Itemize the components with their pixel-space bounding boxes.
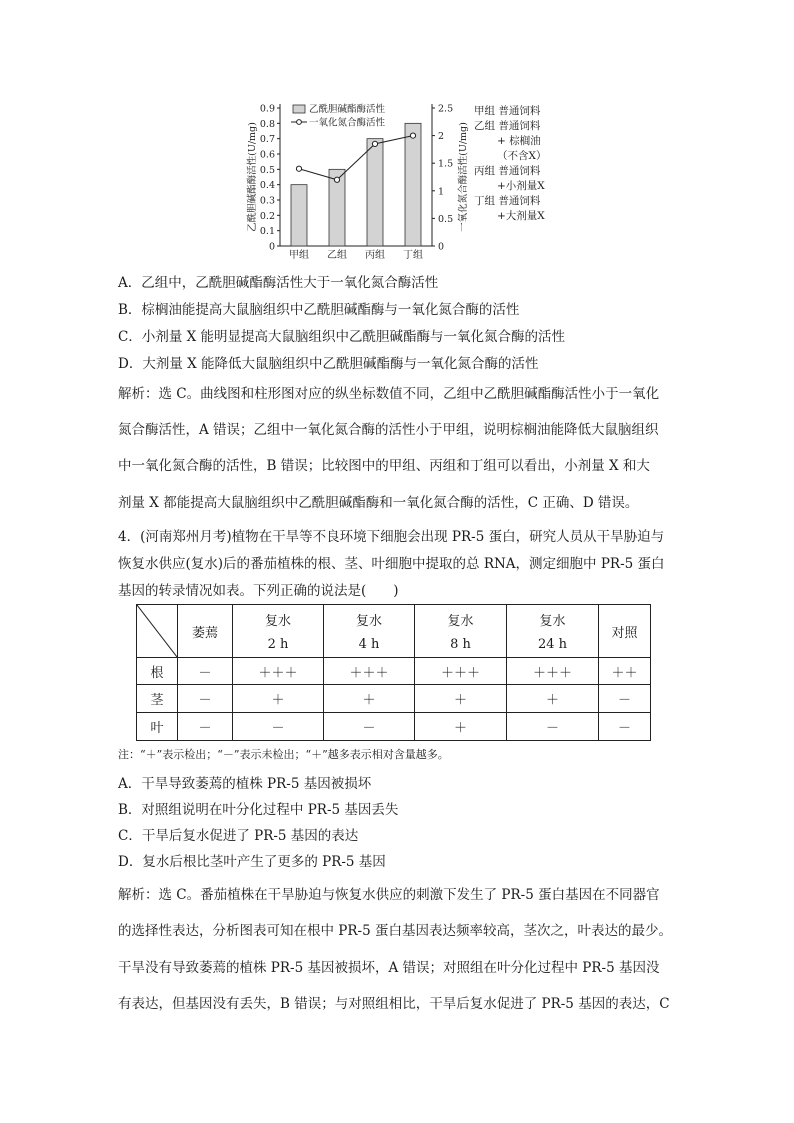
left-tick-label: 0.2 [259,210,275,222]
left-tick-label: 0.7 [259,134,275,146]
bar [367,139,383,246]
right-tick-label: 2 [438,131,445,143]
header-cell [599,605,651,658]
group-legend-line: （不含X） [497,150,547,162]
legend-bar-swatch [293,105,305,113]
table-cell: － [599,685,651,713]
left-tick-label: 0.6 [259,149,275,161]
line-point [334,177,339,182]
x-tick-label: 丙组 [365,250,385,261]
header-cell [507,605,599,658]
header-line1: 复水 [264,614,291,629]
right-axis-title: 一氧化氮合酶活性(U/mg) [458,122,469,232]
table-cell: ＋ [507,685,599,713]
right-tick-label: 0.5 [438,213,454,225]
table-cell: ＋＋＋ [233,658,324,685]
line-series [299,136,413,180]
header-line1: 复水 [355,614,382,629]
table-cell: ＋＋ [599,658,651,685]
table-row [137,713,651,741]
left-tick-label: 0.1 [259,226,275,238]
diagonal-line [137,605,177,657]
header-line1: 复水 [447,614,474,629]
header-cell [233,605,324,658]
group-legend-line: 丙组 普通饲料 [474,165,541,177]
row-label: 根 [137,658,178,685]
q4-stem-line: 基因的转录情况如表。下列正确的说法是( ) [118,583,399,599]
line-point [410,133,415,138]
q3-analysis-line: 剂量 X 都能提高大鼠脑组织中乙酰胆碱酯酶和一氧化氮合酶的活性，C 正确、D 错误。 [118,495,639,511]
left-tick-label: 0.4 [259,180,275,192]
table-cell: － [178,685,233,713]
q4-stem-line: 4．(河南郑州月考)植物在干旱等不良环境下细胞会出现 PR-5 蛋白，研究人员从干旱胁迫与 [118,529,665,545]
group-legend-line: +小剂量X [497,180,545,192]
q3-option-b: B．棕榈油能提高大鼠脑组织中乙酰胆碱酯酶与一氧化氮合酶的活性 [118,302,520,318]
line-point [296,166,301,171]
row-label: 叶 [137,713,178,741]
left-tick-label: 0 [268,241,275,253]
header-line2: 8 h [450,637,471,652]
header-line2: 2 h [267,637,289,652]
line-point [372,141,377,146]
table-row [137,658,651,685]
q4-stem-line: 恢复水供应(复水)后的番茄植株的根、茎、叶细胞中提取的总 RNA，测定细胞中 PR-5 蛋白 [118,556,665,572]
x-tick-label: 乙组 [327,250,347,261]
header-line1: 对照 [611,625,638,641]
q3-analysis-line: 解析：选 C。曲线图和柱形图对应的纵坐标数值不同，乙组中乙酰胆碱酯酶活性小于一氧化 [118,386,660,402]
row-label: 茎 [137,685,178,713]
left-tick-label: 0.8 [259,118,275,130]
q3-option-c: C．小剂量 X 能明显提高大鼠脑组织中乙酰胆碱酯酶与一氧化氮合酶的活性 [118,329,566,345]
legend-line-label: 一氧化氮合酶活性 [309,117,386,129]
bar [405,123,421,246]
x-tick-label: 丁组 [403,250,423,261]
header-cell [324,605,415,658]
table-cell: ＋＋＋ [324,658,415,685]
q3-option-d: D．大剂量 X 能降低大鼠脑组织中乙酰胆碱酯酶与一氧化氮合酶的活性 [118,356,539,372]
table-cell: ＋ [415,685,507,713]
table-cell: ＋ [415,713,507,741]
bar [291,185,307,246]
q3-option-a: A．乙组中，乙酰胆碱酯酶活性大于一氧化氮合酶活性 [118,275,439,291]
table-cell: － [324,713,415,741]
group-legend [474,104,589,224]
right-tick-label: 1 [438,186,445,198]
header-line1: 萎蔫 [191,625,218,641]
table-cell: － [233,713,324,741]
right-tick-label: 0 [438,241,445,253]
chart-svg [235,95,475,265]
q3-analysis-line: 氮合酶活性，A 错误；乙组中一氧化氮合酶的活性小于甲组，说明棕榈油能降低大鼠脑组织 [118,422,659,438]
table-cell: － [507,713,599,741]
group-legend-line: 丁组 普通饲料 [474,195,541,207]
q4-option-b: B．对照组说明在叶分化过程中 PR-5 基因丢失 [118,802,399,818]
q4-analysis-line: 有表达，但基因没有丢失，B 错误；与对照组相比，干旱后复水促进了 PR-5 基因的表达，C [118,996,670,1012]
group-legend-line: + 棕榈油 [497,135,541,147]
header-line2: 4 h [358,637,380,652]
q4-option-d: D．复水后根比茎叶产生了更多的 PR-5 基因 [118,854,386,870]
left-axis-title: 乙酰胆碱酯酶活性(U/mg) [247,122,258,232]
table-cell: ＋＋＋ [415,658,507,685]
q4-option-a: A．干旱导致萎蔫的植株 PR-5 基因被损坏 [118,776,372,792]
q4-analysis-line: 的选择性表达，分析图表可知在根中 PR-5 蛋白基因表达频率较高，茎次之，叶表达的最少。 [118,923,672,939]
legend-bar-label: 乙酰胆碱酯酶活性 [309,104,386,115]
group-legend-line: 甲组 普通饲料 [474,105,541,117]
header-line2: 24 h [537,637,568,652]
legend-line-marker [297,120,302,125]
table-row [137,685,651,713]
pr5-transcription-table [136,604,651,741]
table-cell: － [178,713,233,741]
table-cell: ＋ [233,685,324,713]
x-tick-label: 甲组 [289,250,309,261]
right-tick-label: 1.5 [438,158,454,170]
header-line1: 复水 [539,614,566,629]
header-cell [415,605,507,658]
group-legend-line: +大剂量X [497,210,545,222]
table-cell: ＋ [324,685,415,713]
left-tick-label: 0.3 [259,195,275,207]
table-note: 注：“＋”表示检出；“－”表示未检出；“＋”越多表示相对含量越多。 [118,748,449,761]
right-tick-label: 2.5 [438,103,454,115]
q4-analysis-line: 解析：选 C。番茄植株在干旱胁迫与恢复水供应的刺激下发生了 PR-5 蛋白基因在不同器官 [118,887,660,903]
q4-option-c: C．干旱后复水促进了 PR-5 基因的表达 [118,828,359,844]
header-cell [178,605,233,658]
table-cell: ＋＋＋ [507,658,599,685]
left-tick-label: 0.5 [259,164,275,176]
group-legend-line: 乙组 普通饲料 [474,120,541,132]
left-tick-label: 0.9 [259,103,275,115]
corner-cell [137,605,178,658]
q3-analysis-line: 中一氧化氮合酶的活性，B 错误；比较图中的甲组、丙组和丁组可以看出，小剂量 X 和大 [118,458,650,474]
table-cell: － [599,713,651,741]
q4-analysis-line: 干旱没有导致萎蔫的植株 PR-5 基因被损坏，A 错误；对照组在叶分化过程中 PR-5 基因没 [118,960,660,976]
table-cell: － [178,658,233,685]
